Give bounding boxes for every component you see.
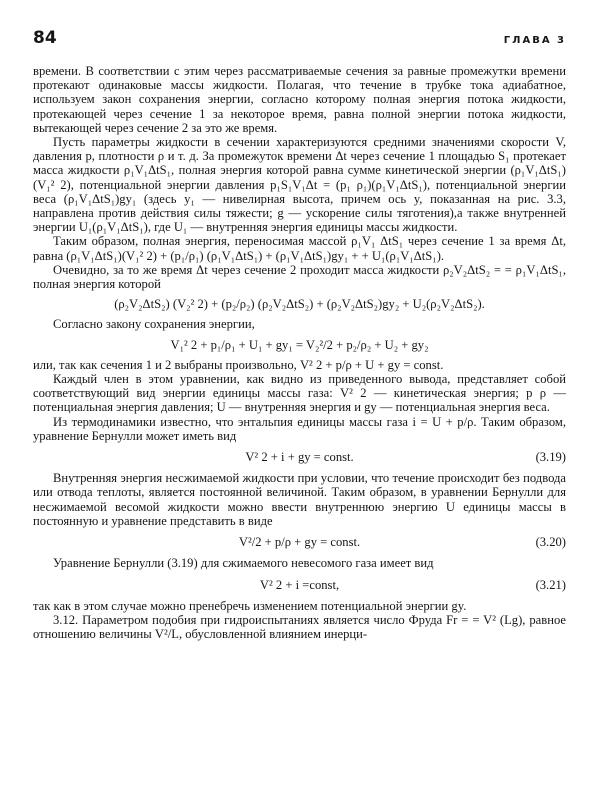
formula-energy-section-2: (ρ₂V₂ΔtS₂) (V₂² 2) + (p₂/ρ₂) (ρ₂V₂ΔtS₂) + (ρ₂V₂ΔtS₂)gy₂ + U₂(ρ₂V₂ΔtS₂). (114, 297, 485, 312)
equation-text: V²/2 + p/ρ + gy = const. (238, 535, 361, 550)
equation-3-19 (33, 450, 566, 464)
page-body (33, 64, 566, 641)
paragraph: Пусть параметры жидкости в сечении характеризуются средними значениями скорости V, давления p, плотности ρ и т. д. За промежуток времени Δt через сечение 1 площадью S₁ протекает масса жидкости ρ₁V₁ΔtS₁, полная энергия которой равна сумме кинетической энергии (ρ₁V₁ΔtS₁) (V₁² 2), потенциальной энергии давления p₁S₁V₁Δt = (p₁ ρ₁)(ρ₁V₁ΔtS₁), потенциальной энергии веса (ρ₁V₁ΔtS₁)gy₁ (здесь y₁ — нивелирная высота, причем ось y, показанная на рис. 3.3, направлена против действия силы тяжести; g — ускорение силы тяготения),а также внутренней энергии U₁(ρ₁V₁ΔtS₁), где U₁ — внутренняя энергия единицы массы жидкости. (33, 135, 566, 235)
paragraph: Уравнение Бернулли (3.19) для сжимаемого невесомого газа имеет вид (53, 556, 434, 571)
page-number: 84 (33, 28, 57, 48)
paragraph: Согласно закону сохранения энергии, (53, 317, 255, 332)
paragraph: 3.12. Параметром подобия при гидроиспытаниях является число Фруда Fr = = V² (Lg), равное отношению величины V²/L, обусловленной влиянием инерци- (33, 612, 566, 642)
paragraph: времени. В соответствии с этим через рассматриваемые сечения за равные промежутки времени протекают одинаковые массы жидкости. Полагая, что течение в трубке тока адиабатное, используем закон сохранения энергии, согласно которому полная энергия потока жидкости, протекающей через сечение 1 за некоторое время, равна полной энергии потока жидкости, вытекающей через сечение 2 за это же время. (33, 64, 566, 135)
paragraph: Каждый член в этом уравнении, как видно из приведенного вывода, представляет собой соответствующий вид энергии единицы массы газа: V² 2 — кинетическая энергия; p ρ — потенциальная энергия давления; U — внутренняя энергия и gy — потенциальная энергия веса. (33, 372, 566, 415)
paragraph: Внутренняя энергия несжимаемой жидкости при условии, что течение происходит без подвода или отвода теплоты, является постоянной величиной. Таким образом, в уравнении Бернулли для несжимаемой весомой жидкости можно ввести внутреннюю энергию U единицы массы в постоянную и уравнение представить в виде (33, 471, 566, 528)
equation-number: (3.19) (535, 450, 566, 465)
equation-3-21 (33, 578, 566, 592)
chapter-title: ГЛАВА 3 (503, 35, 566, 46)
paragraph: Очевидно, за то же время Δt через сечение 2 проходит масса жидкости ρ₂V₂ΔtS₂ = = ρ₁V₁ΔtS₁, полная энергия которой (33, 262, 566, 292)
equation-number: (3.20) (535, 535, 566, 550)
paragraph: так как в этом случае можно пренебречь изменением потенциальной энергии gy. (33, 598, 467, 613)
equation-3-20 (33, 535, 566, 549)
paragraph: Таким образом, полная энергия, переносимая массой ρ₁V₁ ΔtS₁ через сечение 1 за время Δt, равна (ρ₁V₁ΔtS₁)(V₁² 2) + (p₁/ρ₁) (ρ₁V₁ΔtS₁) + (ρ₁V₁ΔtS₁)gy₁ + + U₁(ρ₁V₁ΔtS₁). (33, 234, 566, 263)
paragraph: или, так как сечения 1 и 2 выбраны произвольно, V² 2 + p/ρ + U + gy = const. (33, 357, 444, 372)
formula-energy-conservation: V₁² 2 + p₁/ρ₁ + U₁ + gy₁ = V₂²/2 + p₂/ρ₂ + U₂ + gy₂ (170, 337, 429, 352)
equation-text: V² 2 + i + gy = const. (245, 450, 354, 465)
equation-number: (3.21) (535, 577, 566, 592)
equation-text: V² 2 + i =const, (259, 577, 340, 592)
paragraph: Из термодинамики известно, что энтальпия единицы массы газа i = U + p/ρ. Таким образом, уравнение Бернулли может иметь вид (33, 414, 566, 443)
running-header (33, 28, 566, 56)
